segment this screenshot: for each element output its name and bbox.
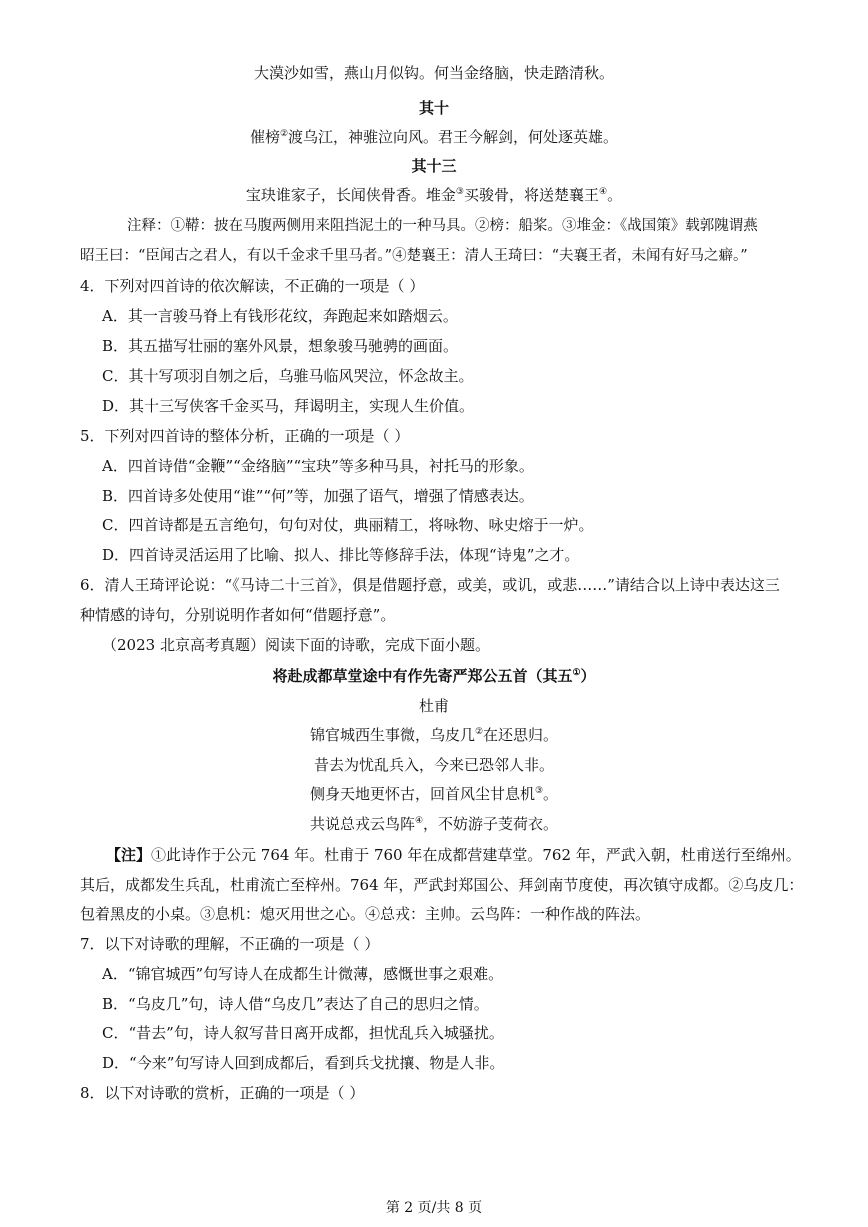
poem-line: 大漠沙如雪，燕山月似钩。何当金络脑，快走踏清秋。 xyxy=(253,64,614,82)
poem-line xyxy=(0,725,868,745)
text: 催榜 xyxy=(249,128,280,146)
footnote-mark: ② xyxy=(474,727,484,737)
text: ①此诗作于公元 764 年。杜甫于 760 年在成都营建草堂。762 年，严武入朝，杜甫送行至绵州。 xyxy=(151,846,801,864)
question-stem: 6．清人王琦评论说：“《马诗二十三首》，俱是借题抒意，或美，或讥，或悲……”请结合以上诗中表达这三 xyxy=(80,576,780,594)
option-c: C．其十写项羽自刎之后，乌骓马临风哭泣，怀念故主。 xyxy=(102,367,474,385)
section-intro: （2023 北京高考真题）阅读下面的诗歌，完成下面小题。 xyxy=(102,636,490,654)
footnote-mark: ① xyxy=(572,668,581,678)
note-line xyxy=(106,845,801,865)
question-stem: 5．下列对四首诗的整体分析，正确的一项是（ ） xyxy=(80,427,410,445)
text: 。 xyxy=(543,785,559,803)
option-a: A．四首诗借“金鞭”“金络脑”“宝玦”等多种马具，衬托马的形象。 xyxy=(102,457,534,475)
text: 买骏骨，将送楚襄王 xyxy=(463,186,599,204)
text: 侧身天地更怀古，回首风尘甘息机 xyxy=(309,785,535,803)
footnote-mark: ③ xyxy=(534,786,544,796)
text: 锦官城西生事微，乌皮几 xyxy=(309,726,475,744)
text: ，不妨游子芰荷衣。 xyxy=(423,815,559,833)
question-stem: 7．以下对诗歌的理解，不正确的一项是（ ） xyxy=(80,935,380,953)
poem-line: 昔去为忧乱兵入，今来已恐邻人非。 xyxy=(313,756,554,774)
poem-line xyxy=(0,814,868,834)
poem-line xyxy=(0,185,868,205)
poem-line xyxy=(0,127,868,147)
option-b: B．四首诗多处使用“谁”“何”等，加强了语气，增强了情感表达。 xyxy=(102,487,534,505)
option-b: B．“乌皮几”句，诗人借“乌皮几”表达了自己的思归之情。 xyxy=(102,995,489,1013)
text: 将赴成都草堂途中有作先寄严郑公五首（其五 xyxy=(272,667,573,685)
note-line: 其后，成都发生兵乱，杜甫流亡至梓州。764 年，严武封郑国公、拜剑南节度使，再次镇守成都。②乌皮几： xyxy=(80,876,804,894)
poem-heading: 其十三 xyxy=(411,157,457,175)
option-a: A．其一言骏马脊上有钱形花纹，奔跑起来如踏烟云。 xyxy=(102,307,458,325)
page-number: 第 2 页/共 8 页 xyxy=(385,1200,483,1216)
text: 。 xyxy=(607,186,623,204)
question-stem: 4．下列对四首诗的依次解读，不正确的一项是（ ） xyxy=(80,277,425,295)
footnote-mark: ③ xyxy=(455,187,464,197)
option-d: D．其十三写侠客千金买马，拜谒明主，实现人生价值。 xyxy=(102,397,475,415)
poem-heading: 其十 xyxy=(418,99,449,117)
footnote-mark: ④ xyxy=(414,816,424,826)
annotation-line: 昭王曰：“臣闻古之君人，有以千金求千里马者。”④楚襄王：清人王琦曰：“夫襄王者，未闻有好马之癖。” xyxy=(80,248,748,264)
poem-title xyxy=(0,666,868,686)
text: ） xyxy=(580,667,596,685)
annotation-line: 注释：①鞯：披在马腹两侧用来阻挡泥土的一种马具。②榜：船桨。③堆金：《战国策》载郭隗谓燕 xyxy=(127,218,758,234)
text: 宝玦谁家子，长闻侠骨香。堆金 xyxy=(245,186,456,204)
note-label: 【注】 xyxy=(106,846,152,864)
footnote-mark: ④ xyxy=(599,187,608,197)
footnote-mark: ② xyxy=(279,129,289,139)
option-a: A．“锦官城西”句写诗人在成都生计微薄，感慨世事之艰难。 xyxy=(102,965,504,983)
text: 在还思归。 xyxy=(483,726,559,744)
question-stem-continued: 种情感的诗句，分别说明作者如何“借题抒意”。 xyxy=(80,606,396,624)
poem-author: 杜甫 xyxy=(418,697,449,715)
poem-line xyxy=(0,784,868,804)
note-line: 包着黑皮的小桌。③息机：熄灭用世之心。④总戎：主帅。云鸟阵：一种作战的阵法。 xyxy=(80,905,651,923)
option-c: C．四首诗都是五言绝句，句句对仗，典丽精工，将咏物、咏史熔于一炉。 xyxy=(102,516,594,534)
option-d: D．四首诗灵活运用了比喻、拟人、排比等修辞手法，体现“诗鬼”之才。 xyxy=(102,546,580,564)
option-c: C．“昔去”句，诗人叙写昔日离开成都，担忧乱兵入城骚扰。 xyxy=(102,1024,504,1042)
question-stem: 8．以下对诗歌的赏析，正确的一项是（ ） xyxy=(80,1084,365,1102)
text: 渡乌江，神骓泣向风。君王今解剑，何处逐英雄。 xyxy=(288,128,619,146)
text: 共说总戎云鸟阵 xyxy=(309,815,415,833)
option-b: B．其五描写壮丽的塞外风景，想象骏马驰骋的画面。 xyxy=(102,337,459,355)
option-d: D．“今来”句写诗人回到成都后，看到兵戈扰攘、物是人非。 xyxy=(102,1054,505,1072)
